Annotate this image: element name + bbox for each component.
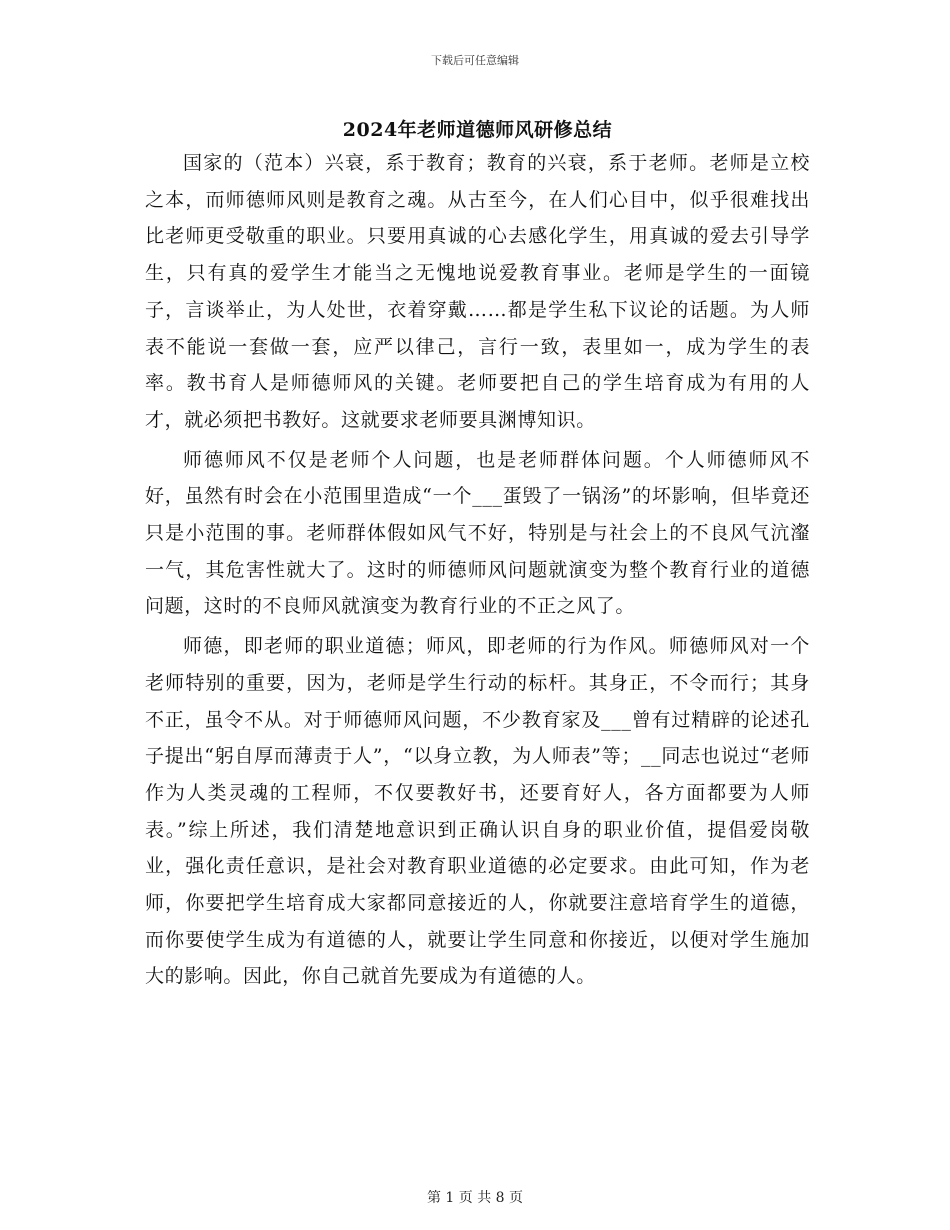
paragraph-1: 国家的（范本）兴衰，系于教育；教育的兴衰，系于老师。老师是立校之本，而师德师风则是教育之魂。从古至今，在人们心目中，似乎很难找出比老师更受敬重的职业。只要用真诚的心去感化学生，用真诚的爱去引导学生，只有真的爱学生才能当之无愧地说爱教育事业。老师是学生的一面镜子，言谈举止，为人处世，衣着穿戴……都是学生私下议论的话题。为人师表不能说一套做一套，应严以律己，言行一致，表里如一，成为学生的表率。教书育人是师德师风的关键。老师要把自己的学生培育成为有用的人才，就必须把书教好。这就要求老师要具渊博知识。 xyxy=(145,152,810,431)
paragraph-3: 师德，即老师的职业道德；师风，即老师的行为作风。师德师风对一个老师特别的重要，因为，老师是学生行动的标杆。其身正，不令而行；其身不正，虽令不从。对于师德师风问题，不少教育家及___曾有过精辟的论述孔子提出“躬自厚而薄责于人”，“以身立教，为人师表”等；__同志也说过“老师作为人类灵魂的工程师，不仅要教好书，还要育好人，各方面都要为人师表。”综上所述，我们清楚地意识到正确认识自身的职业价值，提倡爱岗敬业，强化责任意识，是社会对教育职业道德的必定要求。由此可知，作为老师，你要把学生培育成大家都同意接近的人，你就要注意培育学生的道德，而你要使学生成为有道德的人，就要让学生同意和你接近，以便对学生施加大的影响。因此，你自己就首先要成为有道德的人。 xyxy=(145,635,810,988)
document-body xyxy=(145,145,810,998)
header-note: 下载后可任意编辑 xyxy=(431,54,519,67)
paragraph-2: 师德师风不仅是老师个人问题，也是老师群体问题。个人师德师风不好，虽然有时会在小范围里造成“一个___蛋毁了一锅汤”的坏影响，但毕竟还只是小范围的事。老师群体假如风气不好，特别是与社会上的不良风气沆瀣一气，其危害性就大了。这时的师德师风问题就演变为整个教育行业的道德问题，这时的不良师风就演变为教育行业的不正之风了。 xyxy=(145,448,810,618)
document-title: 2024年老师道德师风研修总结 xyxy=(342,119,613,141)
page-footer: 第 1 页 共 8 页 xyxy=(426,1190,524,1206)
